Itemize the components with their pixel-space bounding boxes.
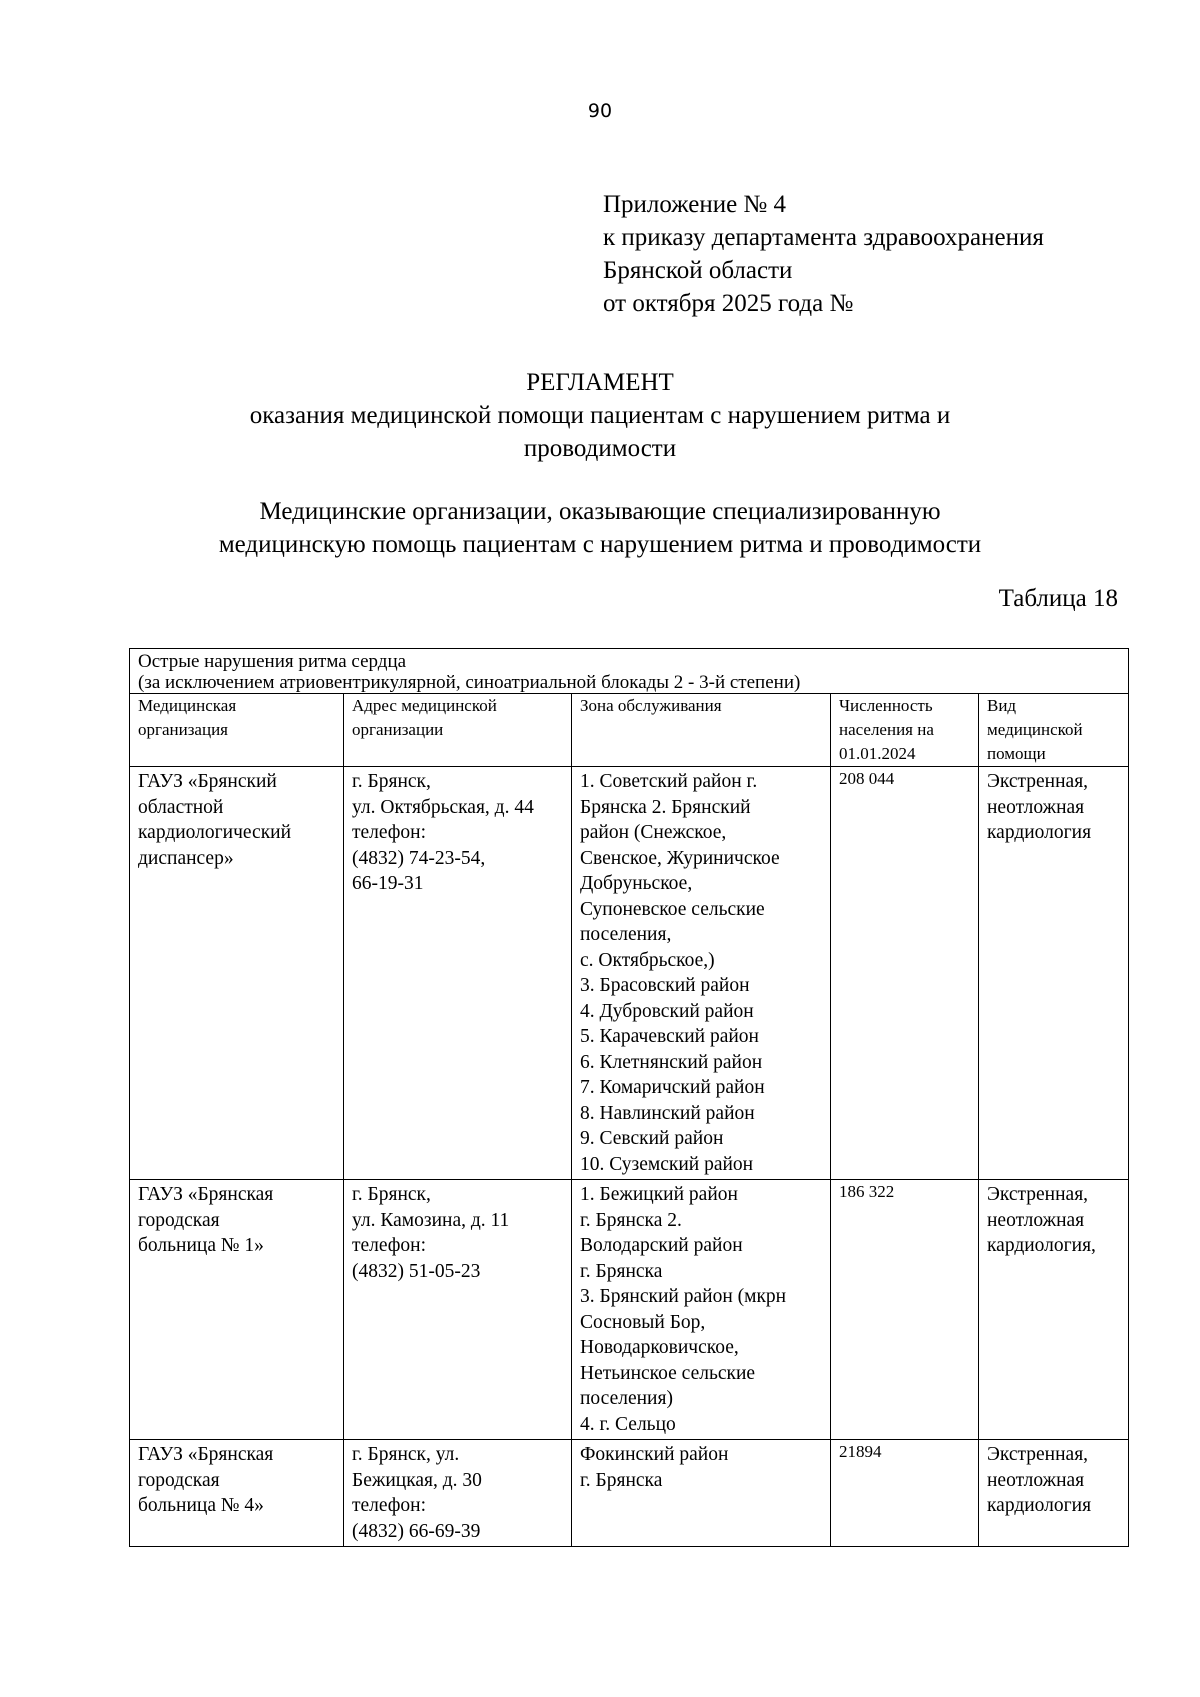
column-header-text: организации xyxy=(352,720,444,739)
cell-line: кардиология xyxy=(987,822,1092,843)
cell-line: Свенское, Журиничское xyxy=(580,847,780,869)
population-cell xyxy=(831,1180,979,1440)
cell-line: район (Снежское, xyxy=(580,822,727,843)
zone-cell xyxy=(572,767,831,1180)
cell-line: г. Брянска xyxy=(580,1469,663,1491)
cell-line: телефон: xyxy=(352,1235,427,1256)
table-row xyxy=(130,1180,1129,1440)
title-line: проводимости xyxy=(523,435,677,462)
cell-value: 208 044 xyxy=(839,769,895,788)
cell-line: неотложная xyxy=(987,796,1085,818)
cell-line: 6. Клетнянский район xyxy=(580,1051,763,1073)
care-type-cell xyxy=(979,767,1129,1180)
appendix-line: от октября 2025 года № xyxy=(603,290,854,317)
address-cell xyxy=(344,1180,572,1440)
column-header-text: населения на xyxy=(839,720,934,739)
cell-line: г. Брянска xyxy=(580,1260,663,1282)
section-header-cell xyxy=(130,649,1129,694)
cell-line: Экстренная, xyxy=(987,771,1089,792)
document-subtitle xyxy=(0,495,1200,561)
cell-line: 7. Комаричский район xyxy=(580,1077,765,1098)
zone-cell xyxy=(572,1440,831,1547)
cell-line: 4. Дубровский район xyxy=(580,1000,754,1022)
cell-line: ул. Камозина, д. 11 xyxy=(352,1209,510,1231)
column-header-text: медицинской xyxy=(987,720,1083,739)
subtitle-line: Медицинские организации, оказывающие специализированную xyxy=(259,498,941,525)
section-header-line: (за исключением атриовентрикулярной, синоатриальной блокады 2 - 3-й степени) xyxy=(138,672,801,693)
cell-line: ул. Октябрьская, д. 44 xyxy=(352,796,534,818)
cell-line: г. Брянска 2. xyxy=(580,1209,682,1231)
cell-line: с. Октябрьское,) xyxy=(580,949,715,971)
page-number: 90 xyxy=(587,100,613,122)
org-cell xyxy=(130,1180,344,1440)
appendix-line: к приказу департамента здравоохранения xyxy=(603,224,1044,251)
table-row xyxy=(130,1440,1129,1547)
cell-line: кардиология xyxy=(987,1495,1092,1516)
cell-value: 186 322 xyxy=(839,1182,895,1201)
column-header-text: Медицинская xyxy=(138,696,237,715)
cell-line: (4832) 66-69-39 xyxy=(352,1520,481,1542)
org-cell xyxy=(130,1440,344,1547)
cell-line: Брянска 2. Брянский xyxy=(580,796,751,818)
column-header-text: помощи xyxy=(987,744,1046,763)
appendix-line: Брянской области xyxy=(603,257,793,284)
cell-line: больница № 1» xyxy=(138,1235,264,1256)
cell-line: ГАУЗ «Брянская xyxy=(138,1444,274,1465)
cell-line: 5. Карачевский район xyxy=(580,1026,759,1047)
cell-line: больница № 4» xyxy=(138,1495,264,1516)
cell-line: кардиологический xyxy=(138,822,292,843)
title-heading: РЕГЛАМЕНТ xyxy=(526,369,674,396)
cell-line: поселения, xyxy=(580,924,672,945)
section-header-row xyxy=(130,649,1129,694)
cell-line: 4. г. Сельцо xyxy=(580,1413,676,1435)
cell-line: (4832) 51-05-23 xyxy=(352,1260,481,1282)
cell-line: неотложная xyxy=(987,1209,1085,1231)
cell-line: неотложная xyxy=(987,1469,1085,1491)
column-header-text: Численность xyxy=(839,696,933,715)
column-header-zone xyxy=(572,694,831,767)
cell-line: Володарский район xyxy=(580,1235,743,1256)
appendix-line: Приложение № 4 xyxy=(603,191,787,218)
section-header-line: Острые нарушения ритма сердца xyxy=(138,651,407,672)
cell-line: 3. Брасовский район xyxy=(580,975,750,996)
cell-line: телефон: xyxy=(352,822,427,843)
zone-cell xyxy=(572,1180,831,1440)
cell-line: диспансер» xyxy=(138,847,234,869)
cell-line: Новодарковичское, xyxy=(580,1337,739,1358)
cell-line: 3. Брянский район (мкрн xyxy=(580,1286,787,1307)
cell-line: 66-19-31 xyxy=(352,873,424,894)
cell-line: городская xyxy=(138,1209,220,1231)
cell-line: 10. Суземский район xyxy=(580,1153,754,1175)
cell-line: Добруньское, xyxy=(580,873,693,894)
cell-line: ГАУЗ «Брянская xyxy=(138,1184,274,1205)
cell-line: 1. Бежицкий район xyxy=(580,1184,738,1205)
cell-line: ГАУЗ «Брянский xyxy=(138,771,277,792)
cell-line: 9. Севский район xyxy=(580,1128,724,1149)
cell-line: Экстренная, xyxy=(987,1444,1089,1465)
cell-line: г. Брянск, xyxy=(352,771,431,792)
cell-line: телефон: xyxy=(352,1495,427,1516)
cell-line: г. Брянск, ул. xyxy=(352,1444,460,1465)
cell-line: 1. Советский район г. xyxy=(580,771,758,792)
care-type-cell xyxy=(979,1440,1129,1547)
care-type-cell xyxy=(979,1180,1129,1440)
table-body xyxy=(130,767,1129,1547)
organizations-table xyxy=(129,648,1129,1547)
cell-line: (4832) 74-23-54, xyxy=(352,847,486,869)
column-header-text: 01.01.2024 xyxy=(839,744,916,763)
address-cell xyxy=(344,767,572,1180)
address-cell xyxy=(344,1440,572,1547)
cell-line: Фокинский район xyxy=(580,1444,729,1465)
population-cell xyxy=(831,1440,979,1547)
column-header-care-type xyxy=(979,694,1129,767)
cell-line: Экстренная, xyxy=(987,1184,1089,1205)
table-row xyxy=(130,767,1129,1180)
cell-line: Бежицкая, д. 30 xyxy=(352,1469,482,1491)
table-label: Таблица 18 xyxy=(998,585,1118,612)
cell-value: 21894 xyxy=(839,1442,882,1461)
population-cell xyxy=(831,767,979,1180)
cell-line: 8. Навлинский район xyxy=(580,1102,755,1124)
column-header-population xyxy=(831,694,979,767)
appendix-block xyxy=(603,188,1044,320)
column-header-org xyxy=(130,694,344,767)
cell-line: кардиология, xyxy=(987,1235,1096,1256)
cell-line: городская xyxy=(138,1469,220,1491)
column-header-row xyxy=(130,694,1129,767)
title-line: оказания медицинской помощи пациентам с нарушением ритма и xyxy=(249,402,951,429)
column-header-text: Адрес медицинской xyxy=(352,696,497,715)
org-cell xyxy=(130,767,344,1180)
document-title xyxy=(0,366,1200,465)
cell-line: поселения) xyxy=(580,1388,673,1409)
cell-line: Супоневское сельские xyxy=(580,898,765,920)
column-header-text: Вид xyxy=(987,696,1017,715)
column-header-address xyxy=(344,694,572,767)
column-header-text: организация xyxy=(138,720,228,739)
cell-line: областной xyxy=(138,796,224,818)
cell-line: г. Брянск, xyxy=(352,1184,431,1205)
subtitle-line: медицинскую помощь пациентам с нарушением ритма и проводимости xyxy=(218,531,982,558)
cell-line: Сосновый Бор, xyxy=(580,1311,706,1333)
column-header-text: Зона обслуживания xyxy=(580,696,722,715)
cell-line: Нетьинское сельские xyxy=(580,1362,756,1384)
